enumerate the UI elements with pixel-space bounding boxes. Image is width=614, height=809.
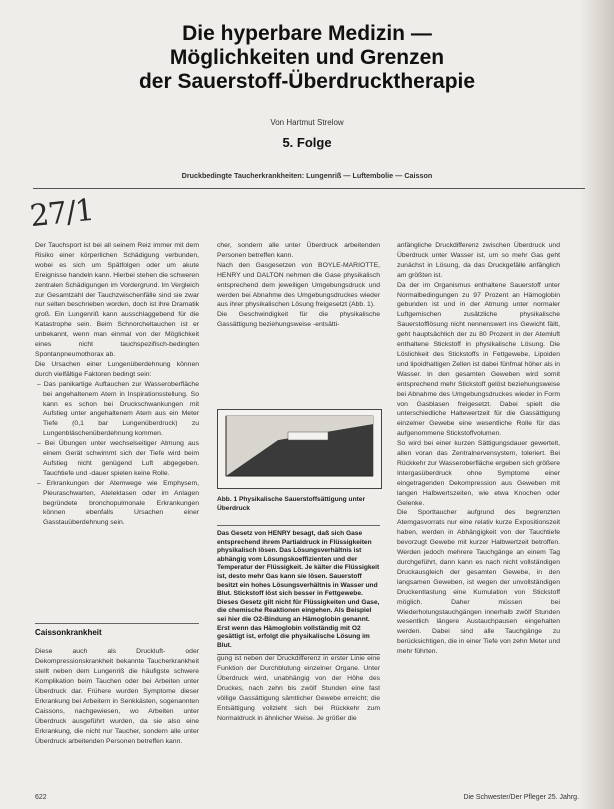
paragraph: cher, sondern alle unter Überdruck arbeitenden Personen betreffen kann.	[217, 242, 380, 259]
paragraph: Die Sporttaucher aufgrund des begrenzten Atemgasvorrats nur eine relativ kurze Expositionszeit haben, werden in Abhängigkeit von der Tauchtiefe bevorzugt Gewebe mit kurzer Halbwertzeit betroffen. Werden jedoch mehrere Tauchgänge an einem Tag durchgeführt, dann kann es nach nicht vollständigen Druckausgleich der gesamten Gewebe, in den langsamen Geweben, ist wegen der unvollständigen Druckentlastung eine Kumulation von Stickstoff möglich. Daher müssen bei Wiederholungstauchgängen innerhalb zwölf Stunden wesentlich längere Austauchpausen eingehalten werden. Dabei sind alle Tauchgänge zu berücksichtigen, die in einer Tiefe von zehn Meter und mehr führten.	[397, 509, 560, 656]
journal-footer: Die Schwester/Der Pfleger 25. Jahrg.	[463, 794, 579, 801]
column-2-bottom: gung ist neben der Druckdifferenz in erster Linie eine Funktion der Durchblutung einzelner Organe. Unter Überdruck wird, unabhängig von der Höhe des Druckes, nach zehn bis zwölf Stunden eine fast völlige Gassättigung sämtlicher Gewebe erreicht; die Entsättigung vollzieht sich bei Rückkehr zum Normaldruck in ähnlicher Weise. Je größer die	[217, 655, 380, 722]
figure-saturation-diagram	[217, 409, 382, 489]
section-heading: Caissonkrankheit	[35, 623, 199, 637]
title-line-2: Möglichkeiten und Grenzen	[169, 46, 445, 69]
column-3	[397, 241, 560, 657]
paragraph: Die Geschwindigkeit für die physikalische Gassättigung beziehungsweise -entsätti-	[217, 311, 380, 329]
list-item: – Bei Übungen unter wechselseitiger Atmung aus einem Gerät schwimmt sich der Tiefe wird beim Aufstieg nicht genügend Luft abgegeben. Tauchtiefe und -dauer spielen keine Rolle.	[37, 440, 199, 477]
figure-caption: Abb. 1 Physikalische Sauerstoffsättigung unter Überdruck	[217, 496, 366, 512]
paragraph: Der Tauchsport ist bei all seinem Reiz immer mit dem Risiko einer körperlichen Schädigung verbunden, wobei es sich um Spätfolgen oder um akute Ereignisse handeln kann. Hierbei stehen die schweren zentralen Schädigungen im Vordergrund. Im Vergleich zur Gesamtzahl der Tauchzwischenfälle sind sie zwar nur selten beschrieben worden, doch ist ihre Dramatik groß. Ein Lungenriß kann ausschlaggebend für die Katastrophe sein. Beim Schnorcheltauchen ist er unbekannt, wenn man einmal von der Möglichkeit eines nicht tauchspezifisch-bedingten Spontanpneumothorax ab.	[35, 242, 199, 358]
handwritten-note: 27/1	[28, 192, 96, 235]
list-item: – Das panikartige Auftauchen zur Wasseroberfläche bei angehaltenem Atem in Inspirationsstellung. So kann es schon bei Druckschwankungen mit Aufstieg unter angehaltenem Atem aus ein Meter Tiefe (0,1 bar Lungenüberdruck) zu Lungenbläschenüberdehnung kommen.	[37, 380, 199, 438]
title-line-3: der Sauerstoff-Überdrucktherapie	[138, 70, 476, 93]
title-line-1: Die hyperbare Medizin —	[182, 22, 432, 45]
series-part: 5. Folge	[282, 135, 332, 150]
paragraph: So wird bei einer kurzen Sättigungsdauer gewertelt, allen voran das Zentralnervensystem, toleriert. Bei Rückkehr zur Wasseroberfläche ergeben sich größere Intergasüberdruck ohne Symptome einer eingetragenden Dekompression aus Geweben mit langen Halbwertszeiten, wie etwa Knochen oder Gelenke.	[397, 440, 560, 507]
paragraph: Da der im Organismus enthaltene Sauerstoff unter Normalbedingungen zu 97 Prozent an Hämoglobin gebunden ist und in der Atmung unter normaler Luftgemischen zusätzliche physikalische Sauerstofflösung nicht nennenswert ins Gewicht fällt, geht hauptsächlich der zu 80 Prozent in der Atemluft enthaltene Stickstoff in physikalische Lösung. Die Löslichkeit des Stickstoffs in Fettgewebe, Lipoiden und lipoidhaltigen Zellen ist dabei fünfmal höher als in Wasser. In den gesamten Geweben wird somit entsprechend mehr Stickstoff gelöst beziehungsweise bei Abnahme des Umgebungsdruckes wieder in Form von Gasblasen freigesetzt. Dabei spielt die unterschiedliche Haltewertzeit für die Gassättigung einzelner Gewebe eine wesentliche Rolle für das aufgenommene Stickstoffvolumen.	[397, 281, 560, 438]
header-divider	[33, 188, 585, 189]
author-byline: Von Hartmut Strelow	[270, 118, 344, 127]
paragraph: Die Ursachen einer Lungenüberdehnung können durch vielfältige Faktoren bedingt sein:	[35, 360, 199, 378]
page-number: 622	[35, 794, 47, 801]
column-1	[35, 241, 199, 528]
list-item: – Erkrankungen der Atemwege wie Emphysem, Pleuraschwarten, Atelektasen oder im Anlagen begründete bronchopulmonale Erkrankungen können ebenfalls Ursachen einer Gasstauüberdehnung sein.	[37, 479, 199, 527]
paragraph: Nach den Gasgesetzen von BOYLE-MARIOTTE, HENRY und DALTON nehmen die Gase physikalisch entsprechend dem jeweiligen Umgebungsdruck und werden bei Abnahme des Umgebungsdruckes wieder aus ihrer physikalischen Lösung freigesetzt (Abb. 1).	[217, 261, 380, 309]
diagram-graphic	[218, 410, 381, 488]
column-1-bottom: Diese auch als Druckluft- oder Dekompressionskrankheit bekannte Taucherkrankheit stellt neben dem Lungenriß die häufigste schwere Komplikation beim Tauchen oder bei Arbeiten unter Überdruck dar. Frühere wurden Symptome dieser Erkrankung bei Arbeitern in Senkkästen, sogenannten Caissons, nachgewiesen, wo Arbeiten unter Überdruck ausgeführt wurden, da sie also eine Erkrankung, die nicht nur Taucher, sondern alle unter Überdruck arbeitenden Personen betreffen kann.	[35, 648, 199, 745]
article-subtitle: Druckbedingte Taucherkrankheiten: Lungenriß — Luftembolie — Caisson	[181, 171, 433, 180]
paragraph: anfängliche Druckdifferenz zwischen Überdruck und Überdruck unter Wasser ist, um so mehr Gas geht zunächst in Lösung, da das Druckgefälle anfänglich am größten ist.	[397, 242, 560, 279]
column-2	[217, 241, 380, 330]
henry-law-box: Das Gesetz von HENRY besagt, daß sich Gase entsprechend ihrem Partialdruck in Flüssigkeiten physikalisch lösen. Das Lösungsverhältnis ist abhängig vom Lösungskoeffizienten und der Temperatur der Flüssigkeit. Je kälter die Flüssigkeit ist, desto mehr Gas kann sie lösen. Sauerstoff besitzt ein hohes Lösungsverhältnis in Wasser und Blut. Stickstoff löst sich besser in Fettgewebe. Dieses Gesetz gilt nicht für Flüssigkeiten und Gase, die chemische Reaktionen eingehen. Als Beispiel sei hier die O2-Bindung an Hämoglobin genannt. Erst wenn das Hämoglobin vollständig mit O2 gesättigt ist, erfolgt die physikalische Lösung im Blut.	[217, 525, 380, 655]
page-edge-shadow	[580, 0, 614, 809]
